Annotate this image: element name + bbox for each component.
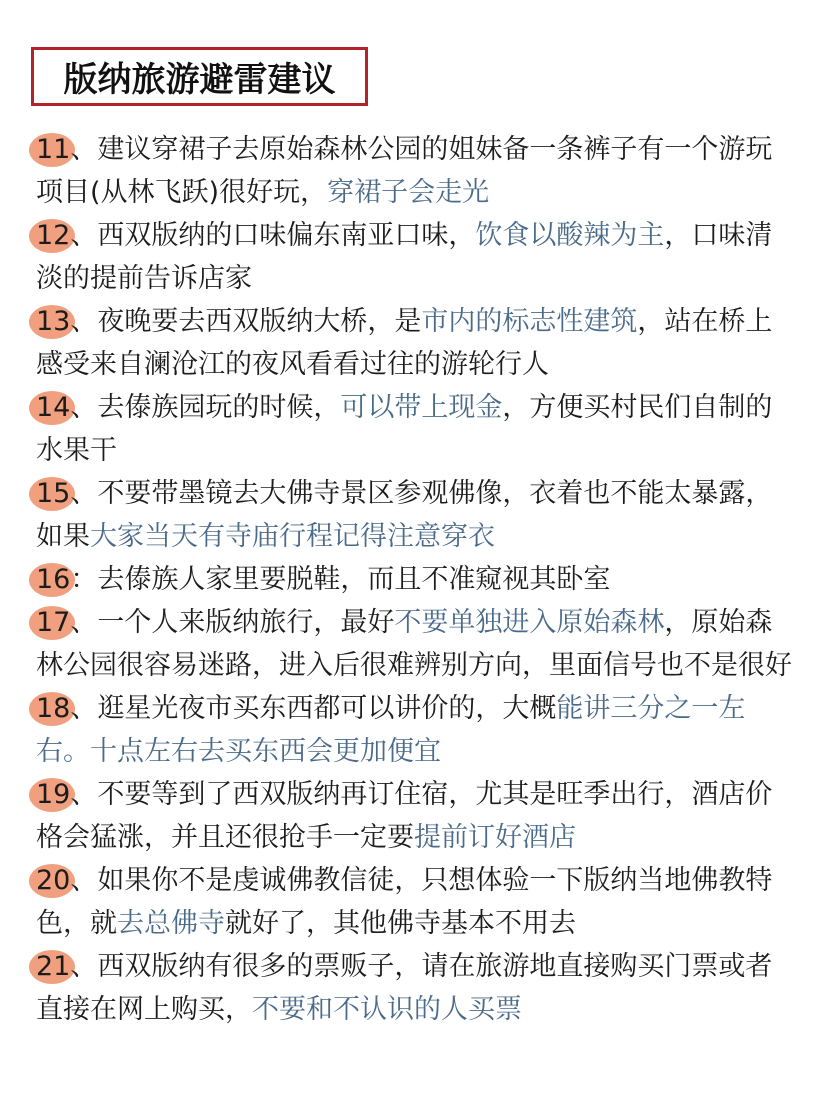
tip-number: 13、 bbox=[36, 300, 97, 343]
tip-highlight: 不要和不认识的人买票 bbox=[252, 994, 522, 1025]
tip-highlight: 提前订好酒店 bbox=[414, 822, 576, 853]
tip-text: 逛星光夜市买东西都可以讲价的，大概 bbox=[97, 693, 557, 724]
tips-list bbox=[36, 128, 796, 1031]
page-title: 版纳旅游避雷建议 bbox=[31, 47, 368, 106]
tip-text-end: ，方便买村民们自制的水果干 bbox=[36, 392, 773, 466]
tip-text: 不要带墨镜去大佛寺景区参观佛像，衣着也不能太暴露，如果 bbox=[36, 478, 773, 552]
tip-highlight: 市内的标志性建筑 bbox=[421, 306, 638, 337]
tip-item-13 bbox=[36, 300, 796, 386]
tip-text-end: ，口味清淡的提前告诉店家 bbox=[36, 220, 773, 294]
tip-item-15 bbox=[36, 472, 796, 558]
tip-number: 16： bbox=[36, 558, 97, 601]
tip-text: 夜晚要去西双版纳大桥，是 bbox=[97, 306, 422, 337]
tip-item-20 bbox=[36, 859, 796, 945]
tip-number: 11、 bbox=[36, 128, 97, 171]
tip-text: 如果你不是虔诚佛教信徒，只想体验一下版纳当地佛教特色，就 bbox=[36, 865, 773, 939]
tip-highlight: 可以带上现金 bbox=[340, 392, 503, 423]
tip-number: 17、 bbox=[36, 601, 97, 644]
tip-highlight: 去总佛寺 bbox=[117, 908, 225, 939]
tip-text: 西双版纳有很多的票贩子，请在旅游地直接购买门票或者直接在网上购买， bbox=[36, 951, 773, 1025]
tip-number: 18、 bbox=[36, 687, 97, 730]
tip-highlight: 不要单独进入原始森林 bbox=[394, 607, 665, 638]
tip-text-end: ，原始森林公园很容易迷路，进入后很难辨别方向，里面信号也不是很好 bbox=[36, 607, 792, 681]
tip-text: 不要等到了西双版纳再订住宿，尤其是旺季出行，酒店价格会猛涨，并且还很抢手一定要 bbox=[36, 779, 773, 853]
tip-text: 西双版纳的口味偏东南亚口味， bbox=[97, 220, 476, 251]
tip-number: 21、 bbox=[36, 945, 97, 988]
tip-number: 15、 bbox=[36, 472, 97, 515]
tip-number: 20、 bbox=[36, 859, 97, 902]
tip-highlight: 大家当天有寺庙行程记得注意穿衣 bbox=[90, 521, 495, 552]
tip-highlight: 能讲三分之一左右。十点左右去买东西会更加便宜 bbox=[36, 693, 746, 767]
tip-highlight: 穿裙子会走光 bbox=[327, 177, 490, 208]
tip-item-11 bbox=[36, 128, 796, 214]
tip-text-end: 就好了，其他佛寺基本不用去 bbox=[225, 908, 576, 939]
tip-number: 14、 bbox=[36, 386, 97, 429]
tip-number: 12、 bbox=[36, 214, 97, 257]
tip-item-14 bbox=[36, 386, 796, 472]
tip-text: 去傣族园玩的时候， bbox=[97, 392, 341, 423]
tip-text: 建议穿裙子去原始森林公园的姐妹备一条裤子有一个游玩项目(从林飞跃)很好玩， bbox=[36, 134, 773, 208]
tip-text: 去傣族人家里要脱鞋，而且不准窥视其卧室 bbox=[97, 564, 611, 595]
tip-text-end: ，站在桥上感受来自澜沧江的夜风看看过往的游轮行人 bbox=[36, 306, 773, 380]
tip-item-19 bbox=[36, 773, 796, 859]
tip-highlight: 饮食以酸辣为主 bbox=[475, 220, 665, 251]
tip-item-12 bbox=[36, 214, 796, 300]
tip-item-17 bbox=[36, 601, 796, 687]
tip-number: 19、 bbox=[36, 773, 97, 816]
tip-item-16 bbox=[36, 558, 796, 601]
tip-item-18 bbox=[36, 687, 796, 773]
tip-text: 一个人来版纳旅行，最好 bbox=[97, 607, 395, 638]
tip-item-21 bbox=[36, 945, 796, 1031]
